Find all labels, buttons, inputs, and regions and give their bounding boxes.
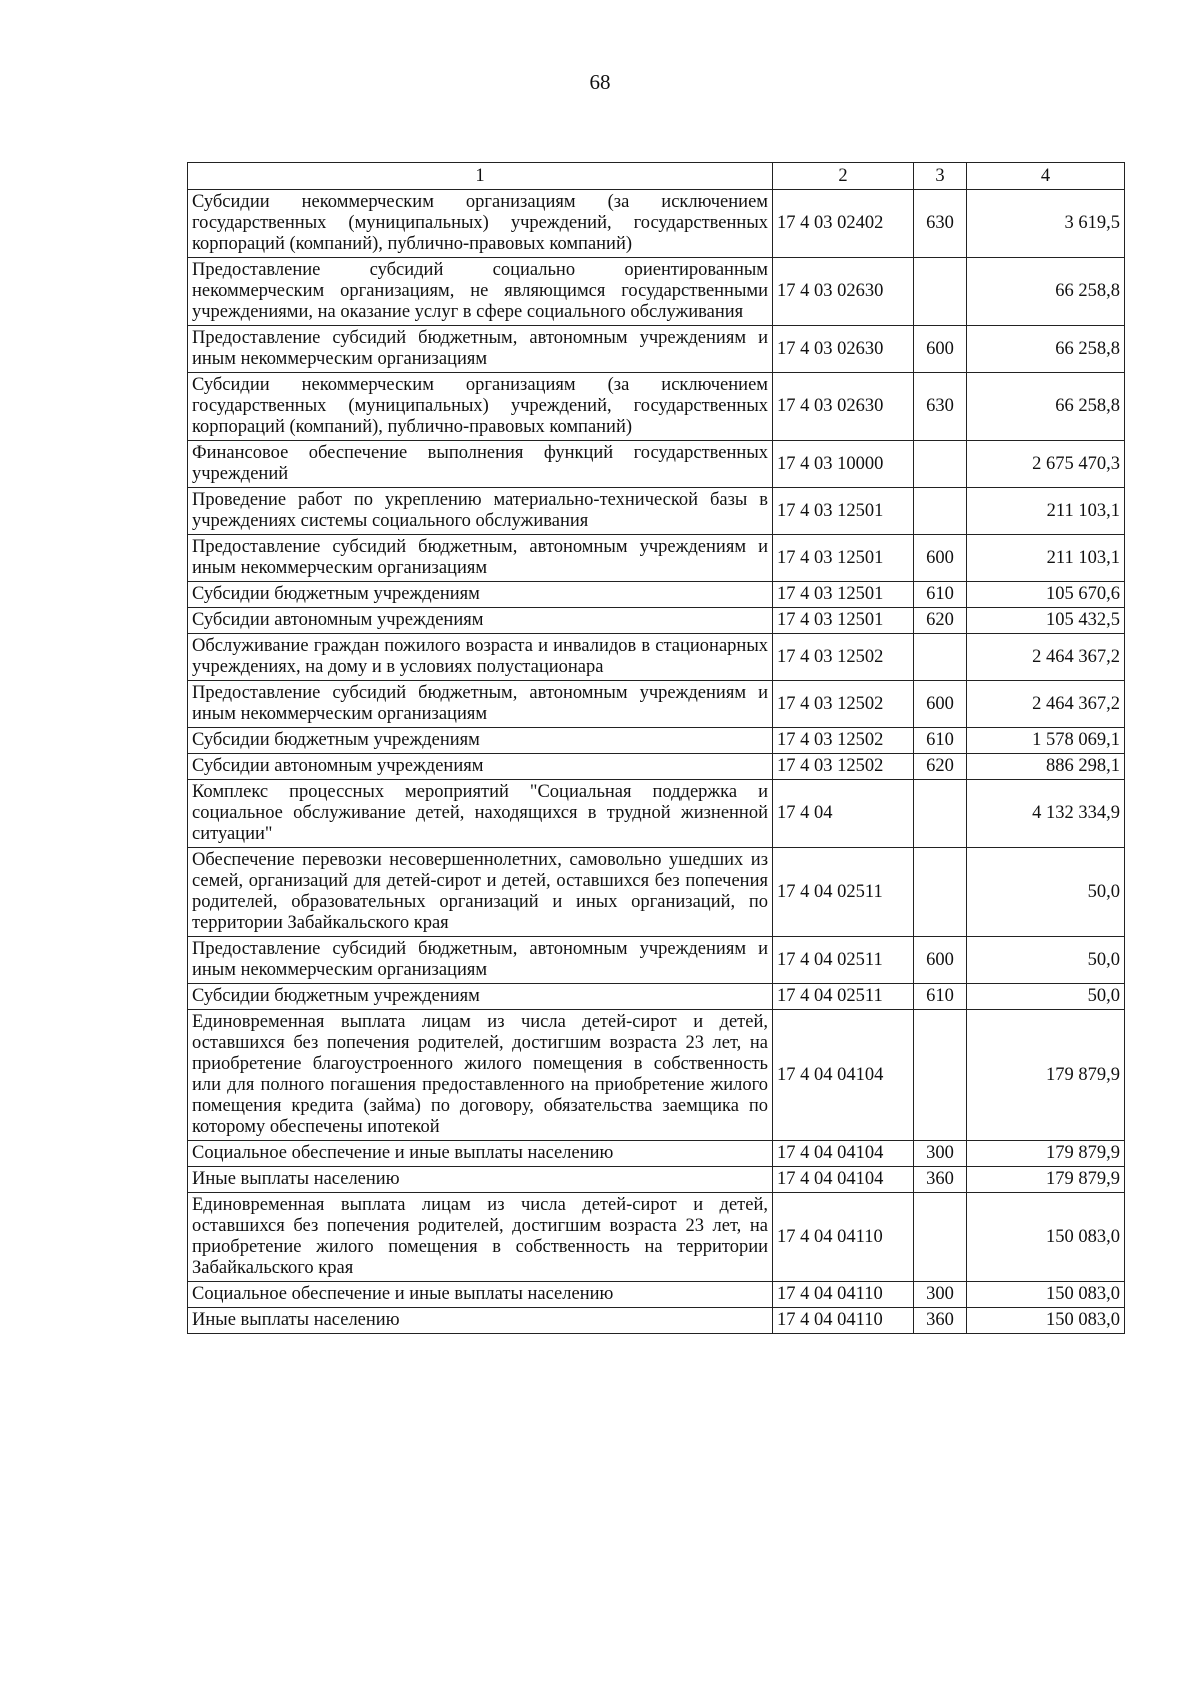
row-amount: 886 298,1	[967, 754, 1125, 780]
table-row	[188, 1308, 1125, 1334]
row-description: Социальное обеспечение и иные выплаты населению	[188, 1141, 773, 1167]
table-row	[188, 754, 1125, 780]
table-row	[188, 780, 1125, 848]
row-expense-type	[914, 848, 967, 937]
row-target-code: 17 4 04 04110	[773, 1282, 914, 1308]
row-target-code: 17 4 04 04110	[773, 1193, 914, 1282]
row-amount: 179 879,9	[967, 1010, 1125, 1141]
table-row	[188, 441, 1125, 488]
row-description: Иные выплаты населению	[188, 1167, 773, 1193]
column-header-1: 1	[188, 163, 773, 190]
row-target-code: 17 4 04 04104	[773, 1141, 914, 1167]
table-header-row	[188, 163, 1125, 190]
row-target-code: 17 4 03 12502	[773, 681, 914, 728]
table-row	[188, 258, 1125, 326]
row-amount: 150 083,0	[967, 1193, 1125, 1282]
row-expense-type	[914, 1010, 967, 1141]
row-target-code: 17 4 03 02630	[773, 258, 914, 326]
row-description: Субсидии бюджетным учреждениям	[188, 582, 773, 608]
row-amount: 50,0	[967, 984, 1125, 1010]
row-amount: 66 258,8	[967, 326, 1125, 373]
row-expense-type: 600	[914, 326, 967, 373]
row-description: Комплекс процессных мероприятий "Социальная поддержка и социальное обслуживание детей, находящихся в трудной жизненной ситуации"	[188, 780, 773, 848]
row-expense-type: 610	[914, 728, 967, 754]
table-row	[188, 1010, 1125, 1141]
table-row	[188, 848, 1125, 937]
row-amount: 66 258,8	[967, 258, 1125, 326]
row-expense-type: 620	[914, 754, 967, 780]
row-description: Предоставление субсидий бюджетным, автономным учреждениям и иным некоммерческим организациям	[188, 937, 773, 984]
table-row	[188, 1282, 1125, 1308]
table-row	[188, 681, 1125, 728]
table-row	[188, 1193, 1125, 1282]
row-expense-type	[914, 258, 967, 326]
row-description: Субсидии некоммерческим организациям (за исключением государственных (муниципальных) учреждений, государственных корпораций (компаний), публично-правовых компаний)	[188, 373, 773, 441]
row-amount: 211 103,1	[967, 488, 1125, 535]
budget-table	[187, 162, 1125, 1334]
row-amount: 50,0	[967, 937, 1125, 984]
row-expense-type	[914, 634, 967, 681]
row-expense-type	[914, 488, 967, 535]
row-description: Обеспечение перевозки несовершеннолетних, самовольно ушедших из семей, организаций для детей-сирот и детей, оставшихся без попечения родителей, образовательных организаций и иных организаций, по территории Забайкальского края	[188, 848, 773, 937]
row-description: Финансовое обеспечение выполнения функций государственных учреждений	[188, 441, 773, 488]
row-amount: 4 132 334,9	[967, 780, 1125, 848]
row-amount: 2 464 367,2	[967, 634, 1125, 681]
row-expense-type: 600	[914, 937, 967, 984]
row-amount: 2 675 470,3	[967, 441, 1125, 488]
row-description: Субсидии некоммерческим организациям (за исключением государственных (муниципальных) учреждений, государственных корпораций (компаний), публично-правовых компаний)	[188, 190, 773, 258]
table-row	[188, 1167, 1125, 1193]
table-row	[188, 728, 1125, 754]
row-target-code: 17 4 04 04104	[773, 1167, 914, 1193]
row-amount: 211 103,1	[967, 535, 1125, 582]
row-description: Предоставление субсидий бюджетным, автономным учреждениям и иным некоммерческим организациям	[188, 535, 773, 582]
row-target-code: 17 4 04 02511	[773, 984, 914, 1010]
row-expense-type	[914, 441, 967, 488]
row-target-code: 17 4 03 02402	[773, 190, 914, 258]
row-target-code: 17 4 03 12501	[773, 608, 914, 634]
row-expense-type: 610	[914, 984, 967, 1010]
table-row	[188, 535, 1125, 582]
row-description: Единовременная выплата лицам из числа детей-сирот и детей, оставшихся без попечения родителей, достигшим возраста 23 лет, на приобретение благоустроенного жилого помещения в собственность или для полного погашения предоставленного на приобретение жилого помещения кредита (займа) по договору, обязательства заемщика по которому обеспечены ипотекой	[188, 1010, 773, 1141]
row-amount: 179 879,9	[967, 1167, 1125, 1193]
table-row	[188, 488, 1125, 535]
row-target-code: 17 4 03 12501	[773, 488, 914, 535]
page-number: 68	[589, 70, 611, 94]
table-row	[188, 634, 1125, 681]
row-amount: 66 258,8	[967, 373, 1125, 441]
row-target-code: 17 4 03 12502	[773, 634, 914, 681]
table-row	[188, 608, 1125, 634]
row-expense-type: 600	[914, 535, 967, 582]
row-target-code: 17 4 03 02630	[773, 373, 914, 441]
row-expense-type: 630	[914, 373, 967, 441]
row-amount: 2 464 367,2	[967, 681, 1125, 728]
row-amount: 105 670,6	[967, 582, 1125, 608]
row-expense-type: 610	[914, 582, 967, 608]
table-row	[188, 1141, 1125, 1167]
row-target-code: 17 4 03 02630	[773, 326, 914, 373]
row-amount: 150 083,0	[967, 1282, 1125, 1308]
row-expense-type	[914, 780, 967, 848]
row-target-code: 17 4 03 12501	[773, 535, 914, 582]
row-description: Проведение работ по укреплению материально-технической базы в учреждениях системы социального обслуживания	[188, 488, 773, 535]
column-header-3: 3	[914, 163, 967, 190]
row-description: Субсидии автономным учреждениям	[188, 608, 773, 634]
row-amount: 105 432,5	[967, 608, 1125, 634]
row-target-code: 17 4 03 10000	[773, 441, 914, 488]
row-expense-type: 300	[914, 1282, 967, 1308]
table-body	[188, 190, 1125, 1334]
row-description: Единовременная выплата лицам из числа детей-сирот и детей, оставшихся без попечения родителей, достигшим возраста 23 лет, на приобретение жилого помещения в собственность на территории Забайкальского края	[188, 1193, 773, 1282]
row-target-code: 17 4 04 04104	[773, 1010, 914, 1141]
row-description: Субсидии бюджетным учреждениям	[188, 984, 773, 1010]
row-amount: 179 879,9	[967, 1141, 1125, 1167]
table-row	[188, 190, 1125, 258]
table-row	[188, 326, 1125, 373]
row-target-code: 17 4 03 12502	[773, 754, 914, 780]
row-description: Предоставление субсидий бюджетным, автономным учреждениям и иным некоммерческим организациям	[188, 326, 773, 373]
row-target-code: 17 4 04	[773, 780, 914, 848]
row-description: Субсидии бюджетным учреждениям	[188, 728, 773, 754]
row-expense-type: 360	[914, 1167, 967, 1193]
row-target-code: 17 4 04 02511	[773, 848, 914, 937]
row-amount: 50,0	[967, 848, 1125, 937]
row-expense-type: 620	[914, 608, 967, 634]
row-expense-type: 360	[914, 1308, 967, 1334]
row-description: Социальное обеспечение и иные выплаты населению	[188, 1282, 773, 1308]
row-amount: 150 083,0	[967, 1308, 1125, 1334]
row-expense-type: 600	[914, 681, 967, 728]
table-row	[188, 582, 1125, 608]
row-expense-type: 630	[914, 190, 967, 258]
row-description: Субсидии автономным учреждениям	[188, 754, 773, 780]
row-description: Обслуживание граждан пожилого возраста и инвалидов в стационарных учреждениях, на дому и в условиях полустационара	[188, 634, 773, 681]
row-description: Предоставление субсидий социально ориентированным некоммерческим организациям, не являющимся государственными учреждениями, на оказание услуг в сфере социального обслуживания	[188, 258, 773, 326]
row-target-code: 17 4 03 12501	[773, 582, 914, 608]
row-amount: 1 578 069,1	[967, 728, 1125, 754]
table-row	[188, 984, 1125, 1010]
row-amount: 3 619,5	[967, 190, 1125, 258]
row-description: Предоставление субсидий бюджетным, автономным учреждениям и иным некоммерческим организациям	[188, 681, 773, 728]
row-expense-type	[914, 1193, 967, 1282]
row-target-code: 17 4 04 02511	[773, 937, 914, 984]
row-description: Иные выплаты населению	[188, 1308, 773, 1334]
table-row	[188, 937, 1125, 984]
column-header-2: 2	[773, 163, 914, 190]
row-target-code: 17 4 03 12502	[773, 728, 914, 754]
column-header-4: 4	[967, 163, 1125, 190]
row-expense-type: 300	[914, 1141, 967, 1167]
row-target-code: 17 4 04 04110	[773, 1308, 914, 1334]
table-row	[188, 373, 1125, 441]
